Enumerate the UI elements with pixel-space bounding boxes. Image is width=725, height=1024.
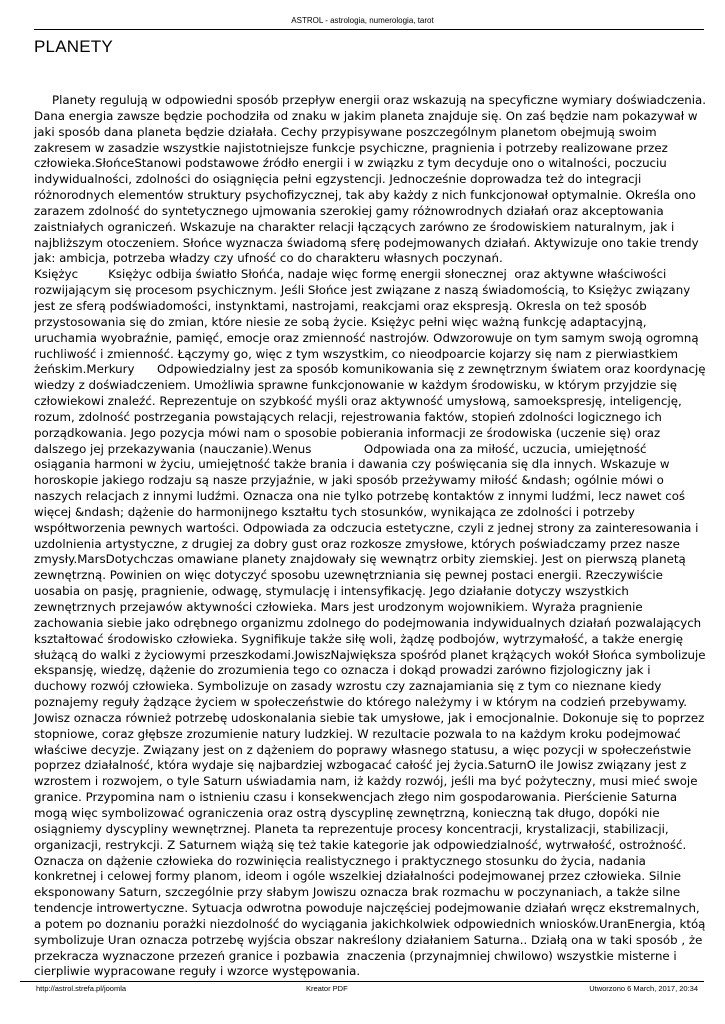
page-title: PLANETY <box>34 37 113 56</box>
site-header-title: ASTROL - astrologia, numerologia, tarot <box>291 16 434 25</box>
header-divider <box>34 29 704 30</box>
footer-created-date: Utworzono 6 March, 2017, 20:34 <box>589 984 698 993</box>
footer-url: http://astrol.strefa.pl/joomla <box>36 984 127 993</box>
footer-generator: Kreator PDF <box>306 984 348 993</box>
article-body: Planety regulują w odpowiedni sposób przepływ energii oraz wskazują na specyficzne wymiary doświadczenia. Dana energia zawsze będzie pochodziła od znaku w jakim planeta znajduje się. On zaś będzie nam pokazywał w jaki sposób dana planeta będzie działała. Cechy przypisywane poszczególnym planetom obejmują swoim zakresem w zasadzie wszystkie najistotniejsze funkcje psychiczne, pragnienia i potrzeby realizowane przez człowieka.SłońceStanowi podstawowe źródło energii i w związku z tym decyduje ono o witalności, poczuciu indywidualności, zdolności do osiągnięcia pełni egzystencji. Jednocześnie doprowadza też do integracji różnorodnych elementów struktury psychofizycznej, tak aby każdy z nich funkcjonował optymalnie. Określa ono zarazem zdolność do syntetycznego ujmowania szerokiej gamy różnowrodnych działań oraz akceptowania zaistniałych ograniczeń. Wskazuje na charakter relacji łączących zarówno ze środowiskiem naturalnym, jak i najbliższym otoczeniem. Słońce wyznacza świadomą sferę podejmowanych działań. Aktywizuje ono takie trendy jak: ambicja, potrzeba władzy czy ufność co do charakteru własnych poczynań. Księżyc Księżyc odbija światło Słońća, nadaje więc formę energii słonecznej oraz aktywne właściwości rozwijającym się procesom psychicznym. Jeśli Słońce jest związane z naszą świadomością, to Księżyc związany jest ze sferą podświadomości, instynktami, nastrojami, reakcjami oraz ekspresją. Okresla on też sposób przystosowania się do zmian, które niesie ze sobą życie. Księżyc pełni więc ważną funkcję adaptacyjną, uruchamia wyobraźnie, pamięć, emocje oraz zmienność nastrojów. Odwzorowuje on tym samym swoją ogromną ruchliwość i zmienność. Łączymy go, więc z tym wszystkim, co nieodpoarcie kojarzy się nam z pierwiastkiem żeńskim.Merkury Odpowiedzialny jest za sposób komunikowania się z zewnętrznym światem oraz koordynację wiedzy z doświadczeniem. Umożliwia sprawne funkcjonowanie w każdym środowisku, w którym przyjdzie się człowiekowi znaleźć. Reprezentuje on szybkość myśli oraz aktywność umysłową, samoekspresję, inteligencję, rozum, zdolność postrzegania powstających relacji, rejestrowania faktów, stopień zdolności logicznego ich porządkowania. Jego pozycja mówi nam o sposobie pobierania informacji ze środowiska (uczenie się) oraz dalszego jej przekazywania (nauczanie).Wenus Odpowiada ona za miłość, uczucia, umiejętność osiągania harmoni w życiu, umiejętność także brania i dawania czy poświęcania się dla innych. Wskazuje w horoskopie jakiego rodzaju są nasze przyjaźnie, w jaki sposób przeżywamy miłość &ndash; ogólnie mówi o naszych relacjach z innymi ludźmi. Oznacza ona nie tylko potrzebę kontaktów z innymi ludźmi, lecz nawet coś więcej &ndash; dążenie do harmonijnego kształtu tych stosunków, wynikająca ze zdolności i potrzeby współtworzenia pewnych wartości. Odpowiada za odczucia estetyczne, czyli z jednej strony za zainteresowania i uzdolnienia artystyczne, z drugiej za dobry gust oraz rozkosze zmysłowe, których poświadczamy przez nasze zmysły.MarsDotychczas omawiane planety znajdowały się wewnątrz orbity ziemskiej. Jest on pierwszą planetą zewnętrzną. Powinien on więc dotyczyć sposobu uzewnętrzniania się pewnej postaci energii. Rzeczywiście uosabia on pasję, pragnienie, odwagę, stymulację i intensyfikację. Jego działanie dotyczy wszystkich zewnętrznych przejawów aktywności człowieka. Mars jest urodzonym wojownikiem. Wyraża pragnienie zachowania siebie jako odrębnego organizmu zdolnego do podejmowania indywidualnych działań pozwalających kształtować środowisko człowieka. Sygnifikuje także siłę woli, żądzę podbojów, wytrzymałość, a także energię służącą do walki z życiowymi przeszkodami.JowiszNajwiększa spośród planet krążących wokół Słońca symbolizuje ekspansję, wiedzę, dążenie do zrozumienia tego co oznacza i dokąd prowadzi zarówno fizjologiczny jak i duchowy rozwój człowieka. Symbolizuje on zasady wzrostu czy zaznajamiania się z tym co nieznane kiedy poznajemy reguły żądzące życiem w społeczeństwie do którego należymy i w którym na codzień przebywamy. Jowisz oznacza również potrzebę udoskonalania siebie tak umysłowe, jak i emocjonalnie. Dokonuje się to poprzez stopniowe, coraz głębsze zrozumienie natury ludzkiej. W rezultacie pozwala to na każdym kroku podejmować właściwe decyzje. Związany jest on z dążeniem do poprawy własnego statusu, a więc pozycji w społeczeństwie poprzez działalność, która wydaje się najbardziej wzbogacać całość jej życia.SaturnO ile Jowisz związany jest z wzrostem i rozwojem, o tyle Saturn uświadamia nam, iż każdy rozwój, jeśli ma być pożyteczny, musi mieć swoje granice. Przypomina nam o istnieniu czasu i konsekwencjach złego nim gospodarowania. Pierścienie Saturna mogą więc symbolizować ograniczenia oraz ostrą dyscyplinę zewnętrzną, konieczną tak długo, dopóki nie osiągniemy dyscypliny wewnętrznej. Planeta ta reprezentuje procesy koncentracji, krystalizacji, stabilizacji, organizacji, restrykcji. Z Saturnem wiążą się też takie kategorie jak odpowiedzialność, wytrwałość, ostrożność. Oznacza on dążenie człowieka do rozwinięcia realistycznego i praktycznego stosunku do życia, nadania konkretnej i celowej formy planom, ideom i ogóle wszelkiej działalności podejmowanej przez człowieka. Silnie eksponowany Saturn, szczególnie przy słabym Jowiszu oznacza brak rozmachu w poczynaniach, a także silne tendencje introwertyczne. Sytuacja odwrotna powoduje najczęściej podejmowanie działań wręcz ekstremalnych, a potem po doznaniu porażki niezdolność do wyciągania jakichkolwiek odpowiednich wniosków.UranEnergia, któą symbolizuje Uran oznacza potrzebę wyjścia obszar nakreślony działaniem Saturna.. Działą ona w taki sposób , że przekracza wyznaczone przezeń granice i pozbawia znaczenia (przynajmniej chwilowo) wszystkie misterne i cierpliwie wypracowane reguły i wzorce występowania. <box>34 93 707 979</box>
footer-divider <box>20 981 704 982</box>
